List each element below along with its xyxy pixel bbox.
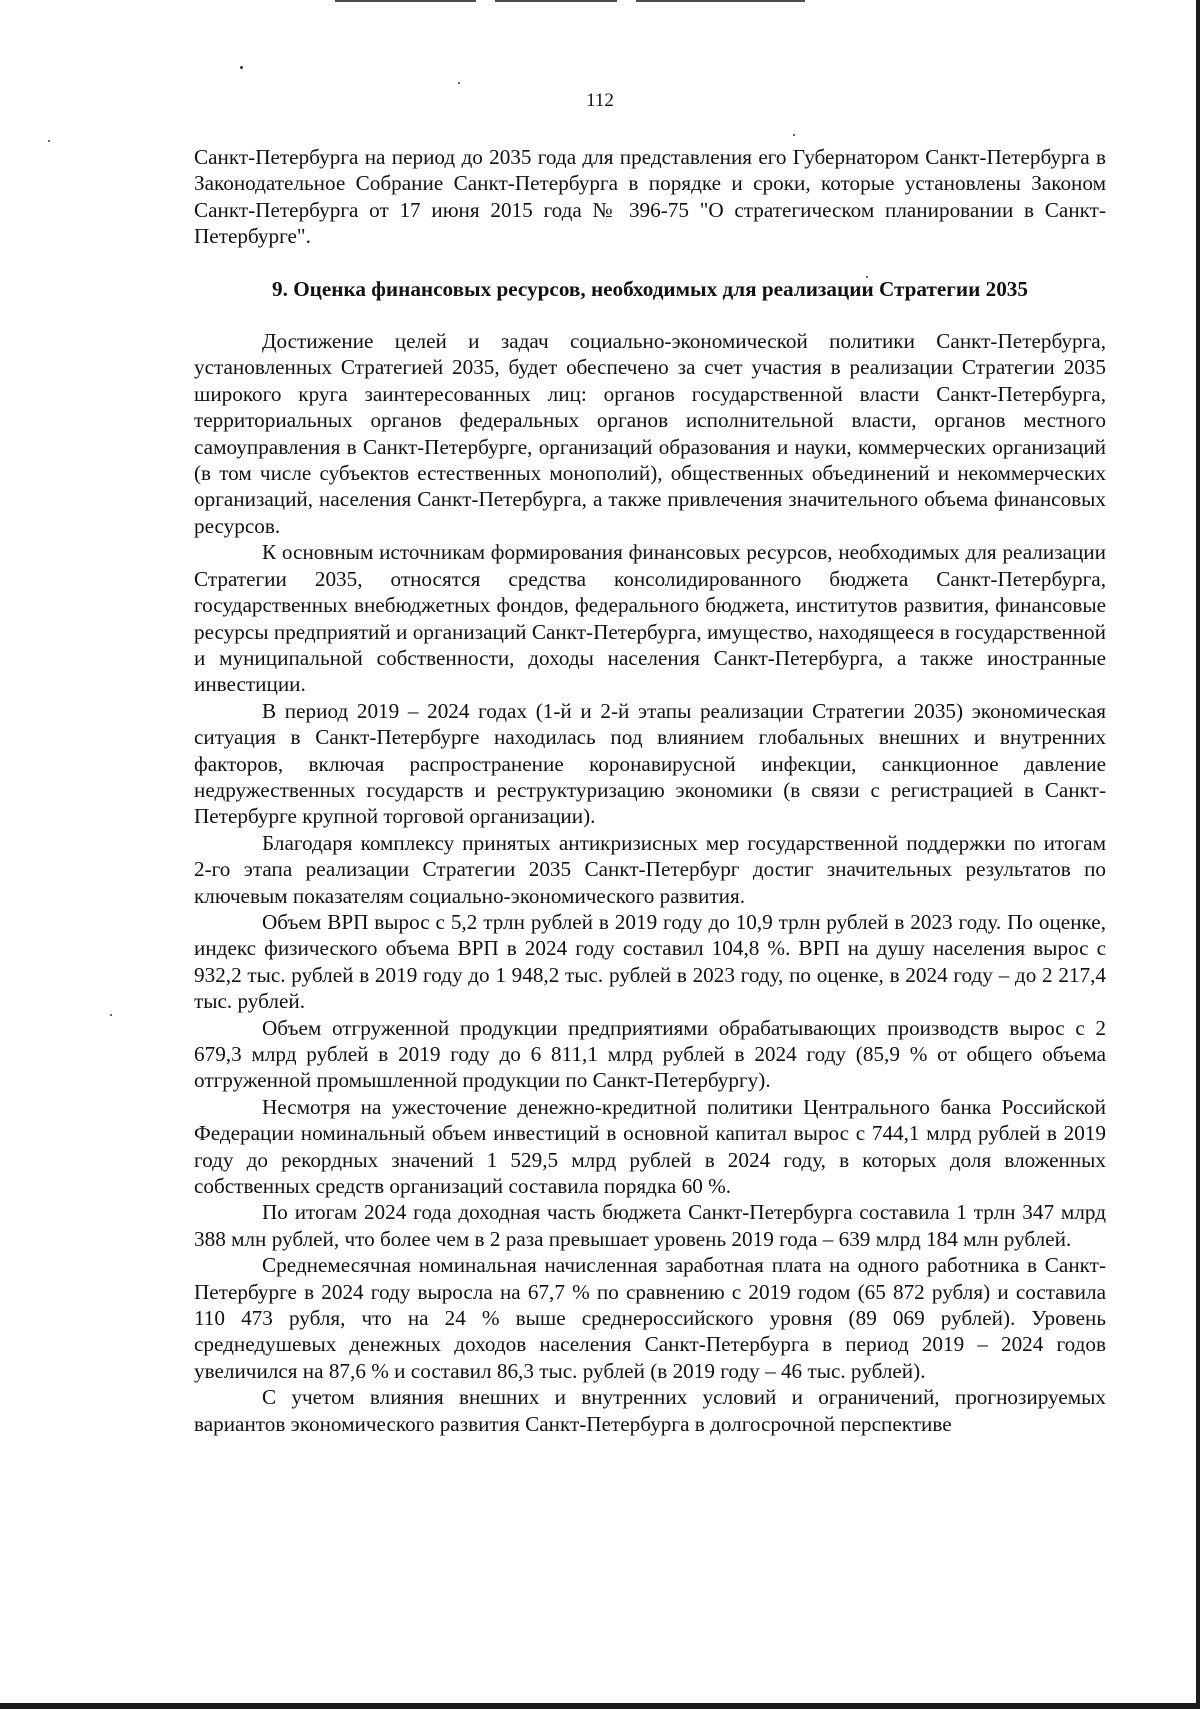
paragraph: Благодаря комплексу принятых антикризисных мер государственной поддержки по итогам 2-го этапа реализации Стратегии 2035 Санкт-Петербург достиг значительных результатов по ключевым показателям социально-экономического развития. (194, 830, 1106, 908)
paragraph: По итогам 2024 года доходная часть бюджета Санкт-Петербурга составила 1 трлн 347 млрд 388 млн рублей, что более чем в 2 раза превышает уровень 2019 года – 639 млрд 184 млн рублей. (194, 1200, 1106, 1251)
section-heading: 9. Оценка финансовых ресурсов, необходимых для реализации Стратегии 2035 (272, 276, 1028, 301)
scan-speck (110, 1014, 112, 1016)
page-number: 112 (586, 90, 614, 111)
paragraph: Несмотря на ужесточение денежно-кредитной политики Центрального банка Российской Федерации номинальный объем инвестиций в основной капитал вырос с 744,1 млрд рублей в 2019 году до рекордных значений 1 529,5 млрд рублей в 2024 году, в которых доля вложенных собственных средств организаций составила порядка 60 %. (194, 1094, 1106, 1199)
paragraph: Среднемесячная номинальная начисленная заработная плата на одного работника в Санкт-Петербурге в 2024 году выросла на 67,7 % по сравнению с 2019 годом (65 872 рубля) и составила 110 473 рубля, что на 24 % выше среднероссийского уровня (89 069 рублей). Уровень среднедушевых денежных доходов населения Санкт-Петербурга в период 2019 – 2024 годов увеличился на 87,6 % и составил 86,3 тыс. рублей (в 2019 году – 46 тыс. рублей). (194, 1253, 1106, 1383)
paragraph: К основным источникам формирования финансовых ресурсов, необходимых для реализации Стратегии 2035, относятся средства консолидированного бюджета Санкт-Петербурга, государственных внебюджетных фондов, федерального бюджета, институтов развития, финансовые ресурсы предприятий и организаций Санкт-Петербурга, имущество, находящееся в государственной и муниципальной собственности, доходы населения Санкт-Петербурга, а также иностранные инвестиции. (194, 540, 1106, 697)
continuation-paragraph: Санкт-Петербурга на период до 2035 года для представления его Губернатором Санкт-Петербурга в Законодательное Собрание Санкт-Петербурга в порядке и сроки, которые установлены Законом Санкт-Петербурга от 17 июня 2015 года № 396-75 "О стратегическом планировании в Санкт-Петербурге". (194, 145, 1106, 249)
paragraph: Объем отгруженной продукции предприятиями обрабатывающих производств вырос с 2 679,3 млрд рублей в 2019 году до 6 811,1 млрд рублей в 2024 году (85,9 % от общего объема отгруженной промышленной продукции по Санкт-Петербургу). (194, 1015, 1106, 1093)
scan-speck (240, 66, 243, 69)
scan-edge-bottom (0, 1703, 1200, 1709)
document-body (194, 144, 1106, 1437)
spacer (194, 250, 1106, 276)
scan-speck (793, 134, 795, 136)
paragraph: С учетом влияния внешних и внутренних условий и ограничений, прогнозируемых вариантов экономического развития Санкт-Петербурга в долгосрочной перспективе (194, 1385, 1106, 1436)
scan-edge-top (335, 0, 805, 2)
scan-edge-right (1196, 0, 1200, 1709)
paragraph: Объем ВРП вырос с 5,2 трлн рублей в 2019 году до 10,9 трлн рублей в 2023 году. По оценке, индекс физического объема ВРП в 2024 году составил 104,8 %. ВРП на душу населения вырос с 932,2 тыс. рублей в 2019 году до 1 948,2 тыс. рублей в 2023 году, по оценке, в 2024 году – до 2 217,4 тыс. рублей. (194, 909, 1106, 1014)
paragraph: В период 2019 – 2024 годах (1-й и 2-й этапы реализации Стратегии 2035) экономическая ситуация в Санкт-Петербурге находилась под влиянием глобальных внешних и внутренних факторов, включая распространение коронавирусной инфекции, санкционное давление недружественных государств и реструктуризацию экономики (в связи с регистрацией в Санкт-Петербурге крупной торговой организации). (194, 698, 1106, 829)
paragraph: Достижение целей и задач социально-экономической политики Санкт-Петербурга, установленных Стратегией 2035, будет обеспечено за счет участия в реализации Стратегии 2035 широкого круга заинтересованных лиц: органов государственной власти Санкт-Петербурга, территориальных органов федеральных органов исполнительной власти, органов местного самоуправления в Санкт-Петербурге, организаций образования и науки, коммерческих организаций (в том числе субъектов естественных монополий), общественных объединений и некоммерческих организаций, населения Санкт-Петербурга, а также привлечения значительного объема финансовых ресурсов. (194, 329, 1106, 538)
scan-speck (48, 140, 50, 142)
spacer (194, 302, 1106, 328)
scan-speck (458, 82, 460, 84)
